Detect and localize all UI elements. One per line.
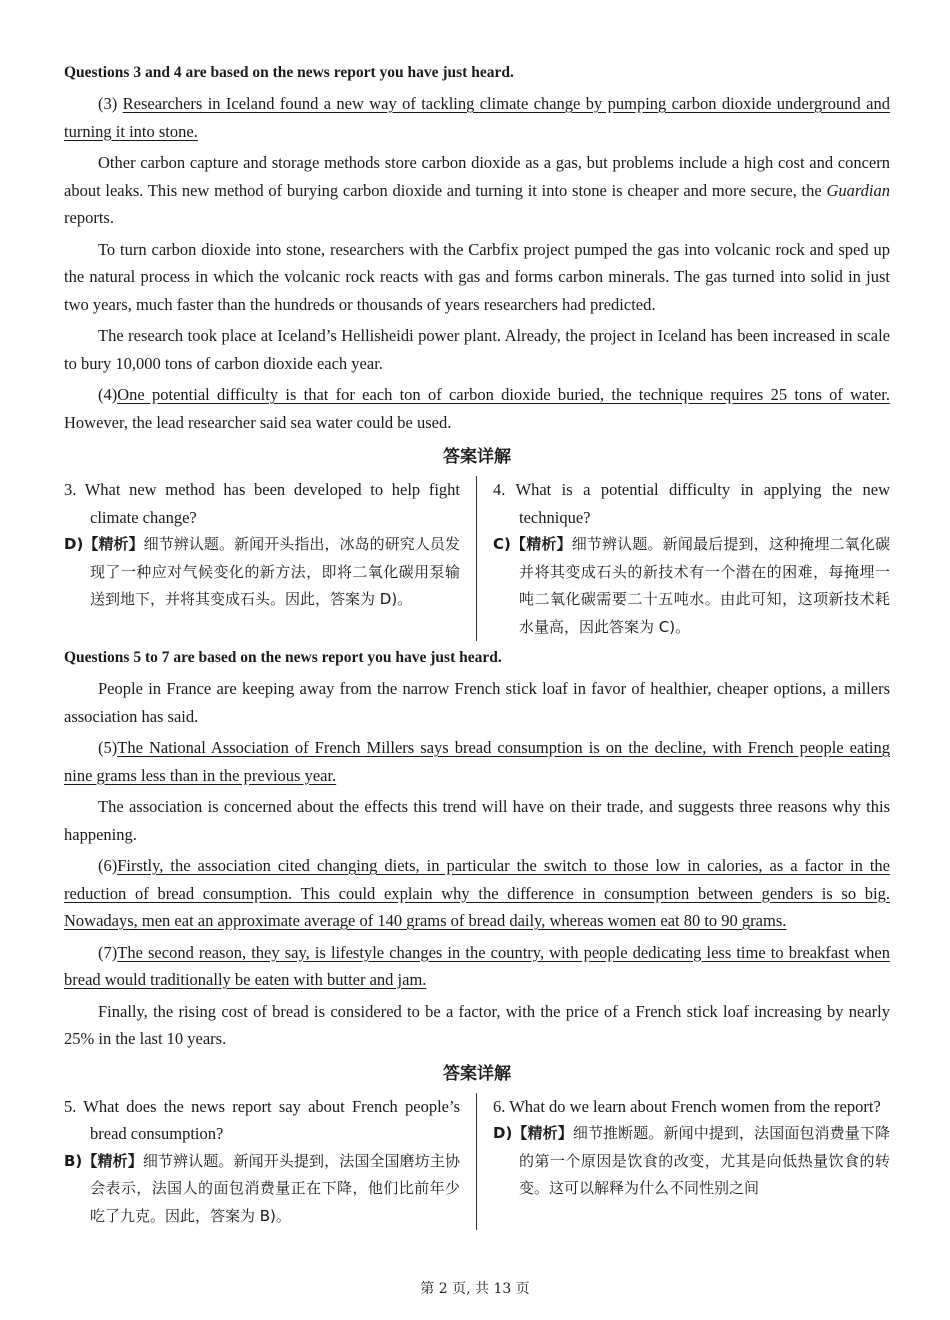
answer-explanation: 细节推断题。新闻中提到，法国面包消费量下降的第一个原因是饮食的改变，尤其是向低热量饮食的转变。这可以解释为什么不同性别之间 <box>519 1124 890 1197</box>
underlined-text: Firstly, the association cited changing diets, in particular the switch to those low in calories, as a factor in the reduction of bread consumption. This could explain why the difference in consumption between genders is so big. Nowadays, men eat an approximate average of 140 grams of bread daily, whereas women eat 80 to 90 grams. <box>64 856 890 930</box>
paragraph-text: Other carbon capture and storage methods store carbon dioxide as a gas, but problems include a high cost and concern about leaks. This new method of burying carbon dioxide and turning it into stone is cheaper and more secure, the <box>64 153 890 200</box>
answer-4 <box>493 531 890 641</box>
underlined-text: One potential difficulty is that for each ton of carbon dioxide buried, the technique requires 25 tons of water. <box>117 385 890 404</box>
question-number-6: (6) <box>98 856 118 875</box>
question-5: 5. What does the news report say about French people’s bread consumption? <box>64 1096 460 1143</box>
question-number-7: (7) <box>98 942 118 962</box>
paragraph-3 <box>64 90 890 145</box>
paragraph-text: However, the lead researcher said sea water could be used. <box>64 412 452 432</box>
publication-name: Guardian <box>826 180 890 200</box>
answer-3 <box>64 531 460 614</box>
paragraph-6 <box>64 852 890 935</box>
answer-column-right <box>477 1093 890 1231</box>
answer-label: D)【精析】 <box>64 535 144 553</box>
underlined-text: The second reason, they say, is lifestyle changes in the country, with people dedicating less time to breakfast when bread would traditionally be eaten with butter and jam. <box>64 942 890 989</box>
page-number: 第 2 页, 共 13 页 <box>420 1281 530 1297</box>
answer-columns <box>64 476 890 641</box>
section-heading-q3-4: Questions 3 and 4 are based on the news report you have just heard. <box>64 64 514 81</box>
question-number-4: (4) <box>98 385 118 404</box>
question-4: 4. What is a potential difficulty in applying the new technique? <box>493 480 890 527</box>
underlined-text: The National Association of French Millers says bread consumption is on the decline, with French people eating nine grams less than in the previous year. <box>64 738 890 785</box>
paragraph-text: reports. <box>64 208 114 227</box>
question-number-3: (3) <box>98 94 123 113</box>
answer-5 <box>64 1148 460 1231</box>
answer-explanation: 细节辨认题。新闻最后提到，这种掩埋二氧化碳并将其变成石头的新技术有一个潜在的困难，每掩埋一吨二氧化碳需要二十五吨水。由此可知，这项新技术耗水量高，因此答案为 C)。 <box>519 535 890 636</box>
answer-label: C)【精析】 <box>493 535 572 553</box>
underlined-text: Researchers in Iceland found a new way of tackling climate change by pumping carbon dioxide underground and turning it into stone. <box>64 94 890 141</box>
answer-explanation: 细节辨认题。新闻开头指出，冰岛的研究人员发现了一种应对气候变化的新方法，即将二氧化碳用泵输送到地下，并将其变成石头。因此，答案为 D)。 <box>90 535 460 608</box>
answer-label: B)【精析】 <box>64 1151 143 1170</box>
answer-columns <box>64 1093 890 1231</box>
answer-6 <box>493 1120 890 1203</box>
section-heading-q5-7: Questions 5 to 7 are based on the news report you have just heard. <box>64 649 502 666</box>
answer-section-title: 答案详解 <box>443 447 511 467</box>
question-6: 6. What do we learn about French women from the report? <box>493 1096 881 1116</box>
answer-column-right <box>477 476 890 641</box>
answer-column-left <box>64 476 477 641</box>
paragraph <box>64 149 890 232</box>
answer-column-left <box>64 1093 477 1231</box>
paragraph-5 <box>64 734 890 789</box>
paragraph: The research took place at Iceland’s Hellisheidi power plant. Already, the project in Iceland has been increased in scale to bury 10,000 tons of carbon dioxide each year. <box>64 326 890 373</box>
answer-section-title: 答案详解 <box>443 1063 511 1084</box>
paragraph-4 <box>64 381 890 436</box>
answer-explanation: 细节辨认题。新闻开头提到，法国全国磨坊主协会表示，法国人的面包消费量正在下降，他们比前年少吃了九克。因此，答案为 B)。 <box>90 1151 460 1225</box>
question-number-5: (5) <box>98 738 118 757</box>
paragraph: Finally, the rising cost of bread is considered to be a factor, with the price of a French stick loaf increasing by nearly 25% in the last 10 years. <box>64 1001 890 1048</box>
answer-label: D)【精析】 <box>493 1124 573 1142</box>
question-3: 3. What new method has been developed to help fight climate change? <box>64 480 460 527</box>
paragraph: To turn carbon dioxide into stone, researchers with the Carbfix project pumped the gas into volcanic rock and sped up the natural process in which the volcanic rock reacts with gas and forms carbon minerals. The gas turned into solid in just two years, much faster than the hundreds or thousands of years researchers had predicted. <box>64 239 890 314</box>
paragraph: The association is concerned about the effects this trend will have on their trade, and suggests three reasons why this happening. <box>64 797 890 844</box>
paragraph-7 <box>64 939 890 994</box>
paragraph: People in France are keeping away from the narrow French stick loaf in favor of healthier, cheaper options, a millers association has said. <box>64 679 890 726</box>
